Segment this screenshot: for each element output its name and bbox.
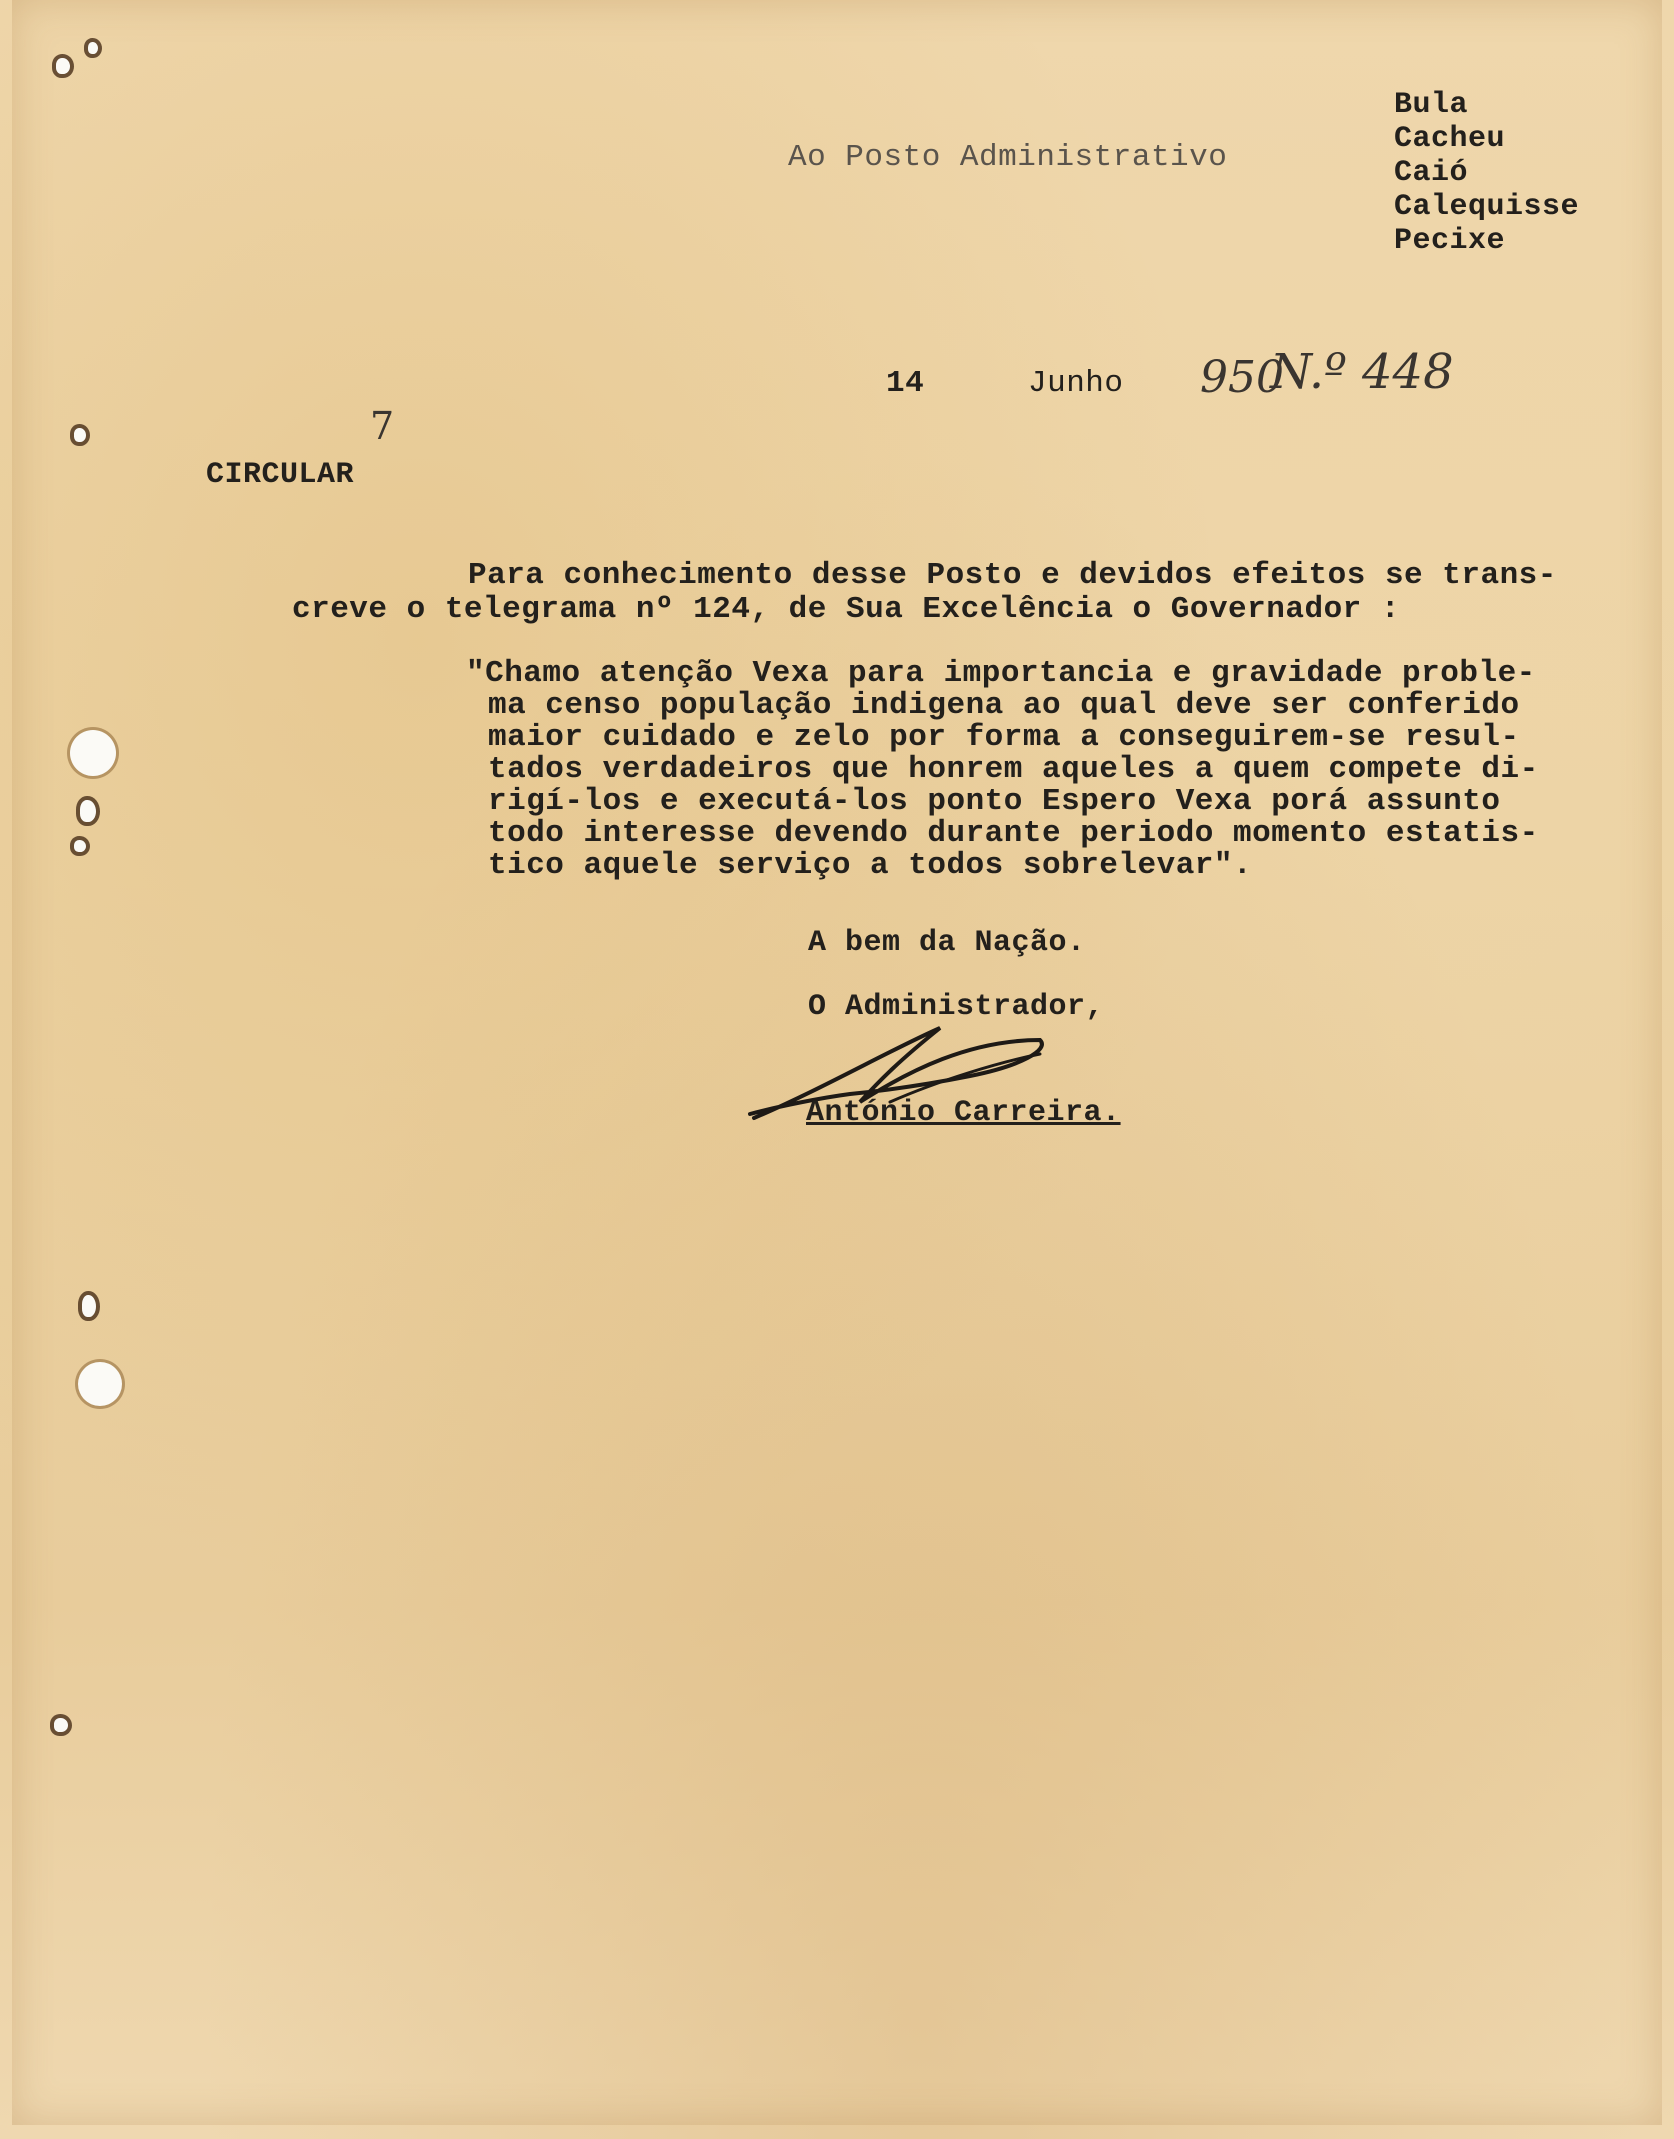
telegram-line: maior cuidado e zelo por forma a conseguirem-se resul- — [488, 720, 1520, 755]
handwritten-year: 950 — [1200, 352, 1284, 403]
telegram-line: rigí-los e executá-los ponto Espero Vexa porá assunto — [488, 784, 1501, 819]
burn-mark — [74, 840, 86, 852]
punch-hole — [70, 730, 116, 776]
telegram-line: tados verdadeiros que honrem aqueles a quem compete di- — [488, 752, 1539, 787]
burn-mark — [80, 800, 96, 822]
date-month: Junho — [1028, 366, 1124, 401]
date-day: 14 — [886, 366, 925, 401]
burn-mark — [82, 1295, 96, 1317]
recipient-list — [1394, 88, 1579, 258]
recipient-item: Pecixe — [1394, 224, 1506, 258]
telegram-line: ma censo população indigena ao qual deve ser conferido — [488, 688, 1520, 723]
telegram-line: todo interesse devendo durante periodo momento estatis- — [488, 816, 1539, 851]
signatory-title: O Administrador, — [808, 990, 1105, 1024]
recipient-item: Calequisse — [1394, 190, 1580, 224]
intro-line: Para conhecimento desse Posto e devidos efeitos se trans- — [468, 558, 1557, 593]
recipient-item: Cacheu — [1394, 122, 1506, 156]
addressed-to: Ao Posto Administrativo — [788, 140, 1228, 175]
circular-number: 7 — [370, 404, 395, 448]
burn-mark — [74, 428, 86, 442]
punch-hole — [78, 1362, 122, 1406]
burn-mark — [54, 1718, 68, 1732]
intro-line: creve o telegrama nº 124, de Sua Excelência o Governador : — [292, 592, 1400, 627]
recipient-item: Bula — [1394, 88, 1469, 122]
recipient-item: Caió — [1394, 156, 1469, 190]
telegram-line: tico aquele serviço a todos sobrelevar". — [488, 848, 1253, 883]
circular-label: CIRCULAR — [206, 458, 355, 492]
salutation: A bem da Nação. — [808, 926, 1086, 960]
burn-mark — [56, 58, 70, 74]
telegram-line: "Chamo atenção Vexa para importancia e gravidade proble- — [466, 656, 1536, 691]
handwritten-number: N.º 448 — [1270, 344, 1454, 400]
signatory-name: António Carreira. — [806, 1096, 1121, 1130]
telegram-quote — [466, 658, 1539, 882]
burn-mark — [88, 42, 98, 54]
